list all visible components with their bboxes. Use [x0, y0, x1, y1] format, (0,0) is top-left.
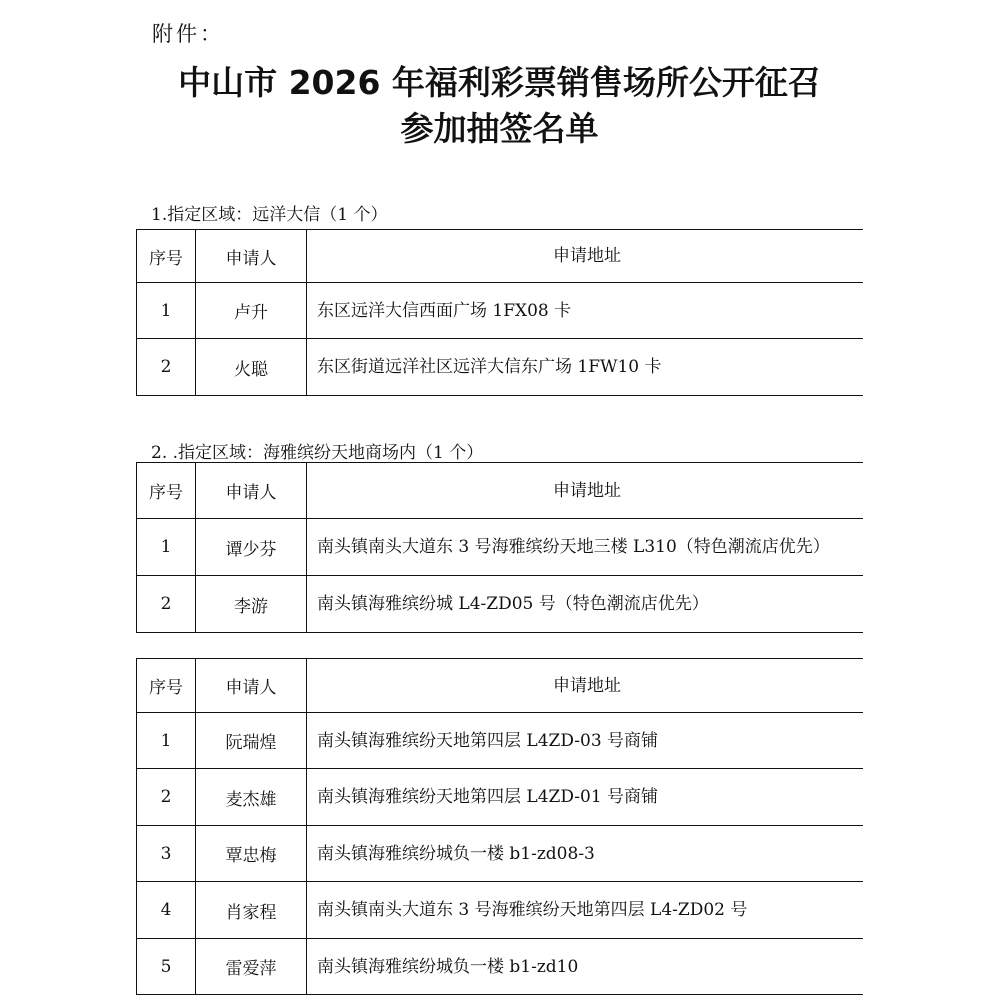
- row-no: 5: [137, 939, 196, 995]
- document-title-line-2: 参加抽签名单: [400, 109, 599, 148]
- header-name: 申请人: [196, 463, 307, 519]
- header-no: 序号: [137, 463, 196, 519]
- row-no: 2: [137, 576, 196, 633]
- header-no: 序号: [137, 230, 196, 283]
- section-2-table: [136, 462, 863, 633]
- row-no: 1: [137, 713, 196, 769]
- header-address: 申请地址: [307, 463, 864, 519]
- row-address: 东区街道远洋社区远洋大信东广场 1FW10 卡: [307, 339, 864, 396]
- row-name: 雷爱萍: [196, 939, 307, 995]
- row-name: 覃忠梅: [196, 826, 307, 882]
- row-address: 南头镇海雅缤纷城负一楼 b1-zd08-3: [307, 826, 864, 882]
- row-address: 南头镇海雅缤纷城负一楼 b1-zd10: [307, 939, 864, 995]
- table-row: [137, 769, 864, 826]
- header-address: 申请地址: [307, 659, 864, 713]
- row-name: 麦杰雄: [196, 769, 307, 826]
- header-no: 序号: [137, 659, 196, 713]
- section-1-label: 1.指定区域：远洋大信（1 个）: [151, 205, 388, 225]
- header-name: 申请人: [196, 659, 307, 713]
- row-no: 2: [137, 769, 196, 826]
- row-no: 2: [137, 339, 196, 396]
- table-row: [137, 939, 864, 995]
- section-2-label: 2. .指定区域：海雅缤纷天地商场内（1 个）: [151, 443, 484, 463]
- row-address: 东区远洋大信西面广场 1FX08 卡: [307, 283, 864, 339]
- row-address: 南头镇南头大道东 3 号海雅缤纷天地三楼 L310（特色潮流店优先）: [307, 519, 864, 576]
- header-address: 申请地址: [307, 230, 864, 283]
- table-row: [137, 713, 864, 769]
- row-address: 南头镇南头大道东 3 号海雅缤纷天地第四层 L4-ZD02 号: [307, 882, 864, 939]
- row-name: 肖家程: [196, 882, 307, 939]
- table-header-row: [137, 659, 864, 713]
- row-no: 4: [137, 882, 196, 939]
- row-name: 李游: [196, 576, 307, 633]
- row-no: 1: [137, 283, 196, 339]
- section-1-table: [136, 229, 863, 396]
- row-address: 南头镇海雅缤纷城 L4-ZD05 号（特色潮流店优先）: [307, 576, 864, 633]
- attachment-label: 附件：: [152, 22, 224, 46]
- section-3-table: [136, 658, 863, 995]
- row-no: 1: [137, 519, 196, 576]
- table-row: [137, 339, 864, 396]
- table-header-row: [137, 463, 864, 519]
- row-no: 3: [137, 826, 196, 882]
- row-name: 火聪: [196, 339, 307, 396]
- table-row: [137, 283, 864, 339]
- row-name: 卢升: [196, 283, 307, 339]
- row-address: 南头镇海雅缤纷天地第四层 L4ZD-03 号商铺: [307, 713, 864, 769]
- row-name: 谭少芬: [196, 519, 307, 576]
- document-title-line-1: 中山市 2026 年福利彩票销售场所公开征召: [178, 63, 821, 102]
- table-header-row: [137, 230, 864, 283]
- row-name: 阮瑞煌: [196, 713, 307, 769]
- table-row: [137, 826, 864, 882]
- row-address: 南头镇海雅缤纷天地第四层 L4ZD-01 号商铺: [307, 769, 864, 826]
- table-row: [137, 519, 864, 576]
- header-name: 申请人: [196, 230, 307, 283]
- table-row: [137, 882, 864, 939]
- table-row: [137, 576, 864, 633]
